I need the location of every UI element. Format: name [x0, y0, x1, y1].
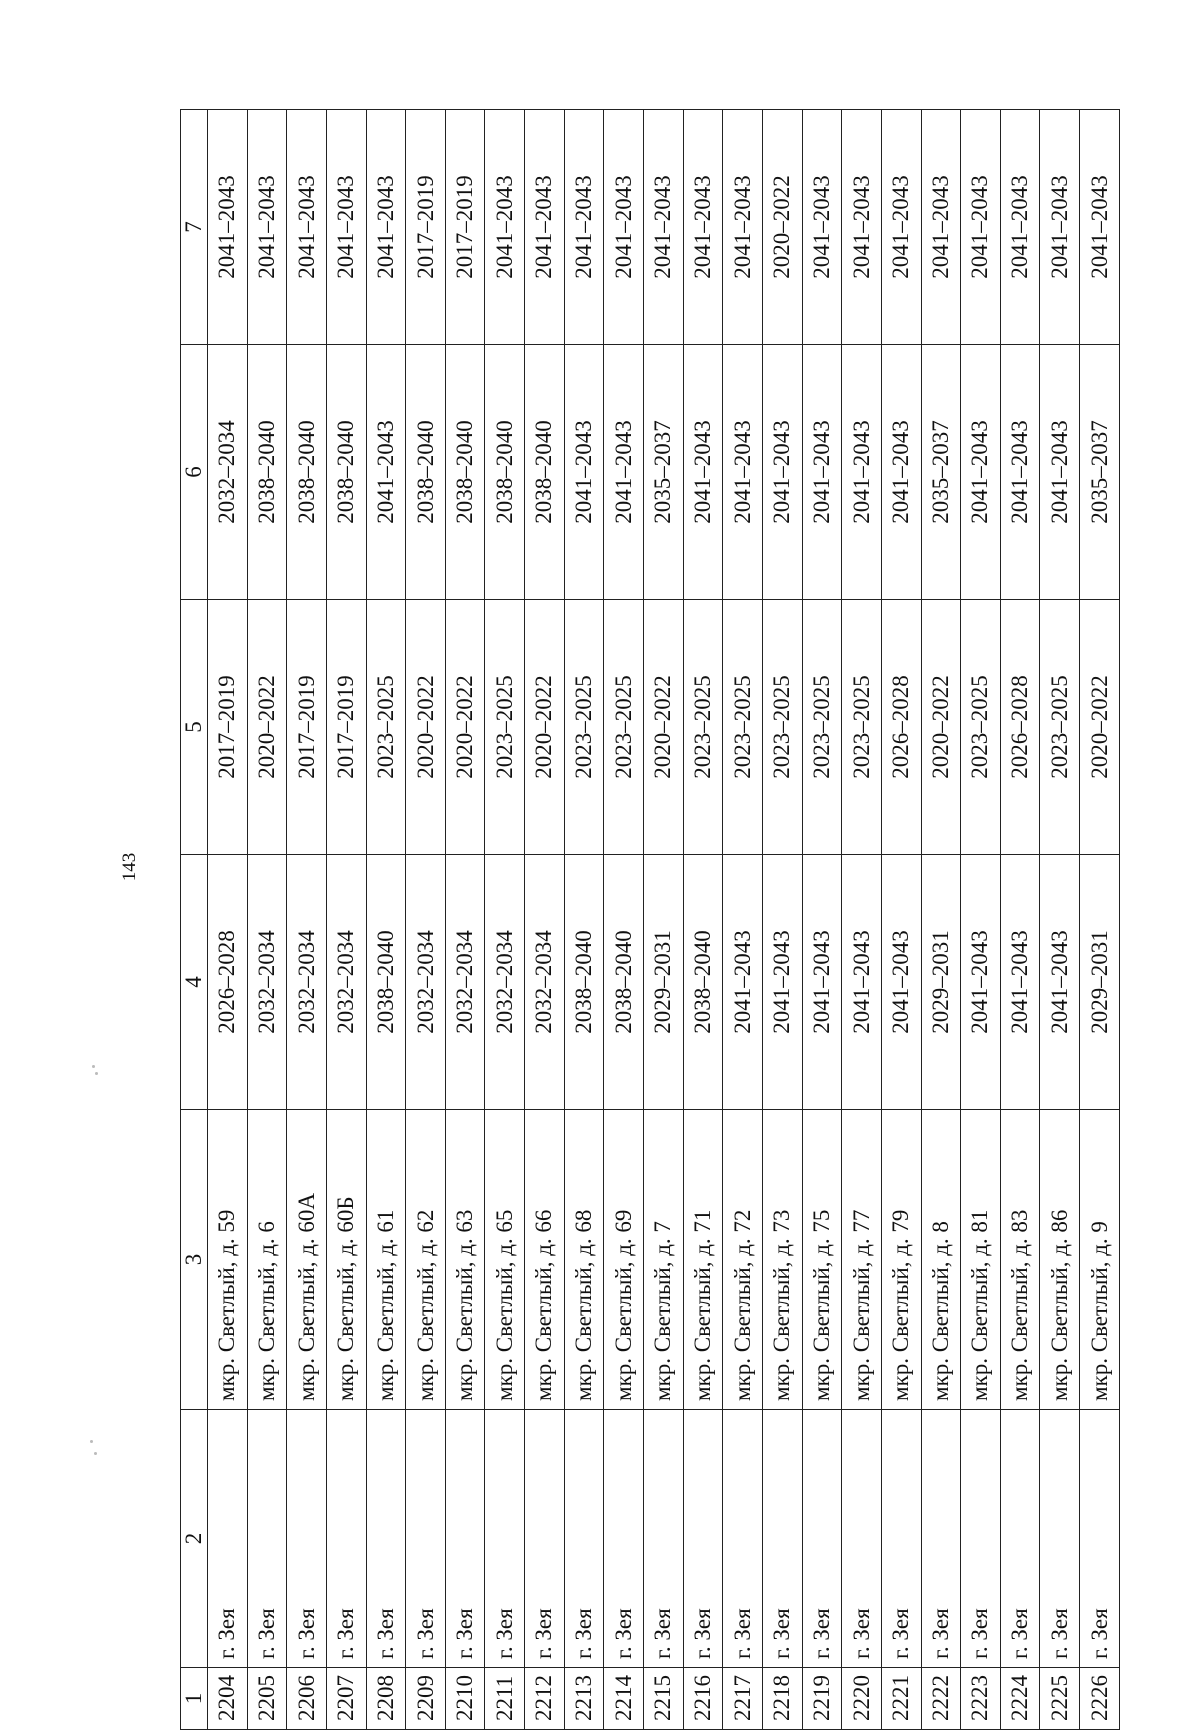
period-col7-cell: 2017–2019 [445, 110, 485, 345]
city-cell: г. Зея [683, 1410, 723, 1668]
period-col4-cell: 2032–2034 [326, 855, 366, 1110]
period-col6-cell: 2041–2043 [881, 345, 921, 600]
period-col4-cell: 2038–2040 [366, 855, 406, 1110]
address-cell: мкр. Светлый, д. 81 [961, 1110, 1001, 1410]
city-cell: г. Зея [961, 1410, 1001, 1668]
period-col4-cell: 2041–2043 [802, 855, 842, 1110]
address-cell: мкр. Светлый, д. 75 [802, 1110, 842, 1410]
address-cell: мкр. Светлый, д. 9 [1080, 1110, 1120, 1410]
period-col5-cell: 2023–2025 [683, 600, 723, 855]
period-col6-cell: 2038–2040 [326, 345, 366, 600]
city-cell: г. Зея [247, 1410, 287, 1668]
address-cell: мкр. Светлый, д. 65 [485, 1110, 525, 1410]
table-row [287, 110, 327, 1730]
city-cell: г. Зея [485, 1410, 525, 1668]
row-number: 2226 [1080, 1668, 1120, 1730]
period-col5-cell: 2020–2022 [644, 600, 684, 855]
city-cell: г. Зея [287, 1410, 327, 1668]
period-col4-cell: 2041–2043 [723, 855, 763, 1110]
period-col5-cell: 2023–2025 [564, 600, 604, 855]
period-col7-cell: 2041–2043 [366, 110, 406, 345]
row-number: 2213 [564, 1668, 604, 1730]
address-cell: мкр. Светлый, д. 72 [723, 1110, 763, 1410]
row-number: 2209 [406, 1668, 446, 1730]
row-number: 2205 [247, 1668, 287, 1730]
period-col4-cell: 2038–2040 [604, 855, 644, 1110]
table-row [881, 110, 921, 1730]
address-cell: мкр. Светлый, д. 59 [208, 1110, 248, 1410]
city-cell: г. Зея [921, 1410, 961, 1668]
period-col6-cell: 2035–2037 [1080, 345, 1120, 600]
rotated-table [180, 110, 1120, 1730]
period-col4-cell: 2026–2028 [208, 855, 248, 1110]
table-row [366, 110, 406, 1730]
data-table [180, 109, 1120, 1730]
period-col4-cell: 2041–2043 [1000, 855, 1040, 1110]
address-cell: мкр. Светлый, д. 66 [525, 1110, 565, 1410]
page-number: 143 [119, 852, 140, 882]
period-col5-cell: 2020–2022 [406, 600, 446, 855]
column-header-7: 7 [181, 110, 208, 345]
address-cell: мкр. Светлый, д. 62 [406, 1110, 446, 1410]
table-row [1080, 110, 1120, 1730]
period-col7-cell: 2041–2043 [1080, 110, 1120, 345]
period-col4-cell: 2032–2034 [406, 855, 446, 1110]
table-row [247, 110, 287, 1730]
table-row [723, 110, 763, 1730]
table-body [208, 110, 1120, 1730]
period-col5-cell: 2023–2025 [723, 600, 763, 855]
city-cell: г. Зея [1080, 1410, 1120, 1668]
address-cell: мкр. Светлый, д. 83 [1000, 1110, 1040, 1410]
period-col5-cell: 2023–2025 [604, 600, 644, 855]
city-cell: г. Зея [406, 1410, 446, 1668]
address-cell: мкр. Светлый, д. 6 [247, 1110, 287, 1410]
period-col4-cell: 2041–2043 [762, 855, 802, 1110]
city-cell: г. Зея [326, 1410, 366, 1668]
city-cell: г. Зея [525, 1410, 565, 1668]
row-number: 2214 [604, 1668, 644, 1730]
period-col5-cell: 2023–2025 [485, 600, 525, 855]
period-col5-cell: 2020–2022 [1080, 600, 1120, 855]
period-col7-cell: 2041–2043 [802, 110, 842, 345]
period-col4-cell: 2038–2040 [683, 855, 723, 1110]
period-col5-cell: 2026–2028 [1000, 600, 1040, 855]
scan-speck [90, 1440, 93, 1443]
row-number: 2222 [921, 1668, 961, 1730]
period-col4-cell: 2029–2031 [644, 855, 684, 1110]
table-row [644, 110, 684, 1730]
row-number: 2219 [802, 1668, 842, 1730]
period-col5-cell: 2023–2025 [366, 600, 406, 855]
period-col6-cell: 2041–2043 [683, 345, 723, 600]
period-col7-cell: 2041–2043 [961, 110, 1001, 345]
period-col6-cell: 2041–2043 [366, 345, 406, 600]
table-row [802, 110, 842, 1730]
scan-speck [94, 1452, 97, 1455]
period-col6-cell: 2041–2043 [723, 345, 763, 600]
period-col6-cell: 2038–2040 [445, 345, 485, 600]
period-col7-cell: 2020–2022 [762, 110, 802, 345]
period-col7-cell: 2041–2043 [1000, 110, 1040, 345]
period-col5-cell: 2020–2022 [445, 600, 485, 855]
period-col5-cell: 2020–2022 [247, 600, 287, 855]
period-col6-cell: 2035–2037 [644, 345, 684, 600]
row-number: 2225 [1040, 1668, 1080, 1730]
city-cell: г. Зея [1000, 1410, 1040, 1668]
period-col4-cell: 2032–2034 [445, 855, 485, 1110]
period-col6-cell: 2038–2040 [247, 345, 287, 600]
period-col4-cell: 2032–2034 [287, 855, 327, 1110]
city-cell: г. Зея [842, 1410, 882, 1668]
table-container [180, 110, 1120, 1730]
period-col7-cell: 2041–2043 [842, 110, 882, 345]
period-col4-cell: 2032–2034 [247, 855, 287, 1110]
address-cell: мкр. Светлый, д. 60А [287, 1110, 327, 1410]
city-cell: г. Зея [208, 1410, 248, 1668]
period-col4-cell: 2041–2043 [842, 855, 882, 1110]
row-number: 2211 [485, 1668, 525, 1730]
period-col4-cell: 2041–2043 [1040, 855, 1080, 1110]
row-number: 2217 [723, 1668, 763, 1730]
period-col6-cell: 2038–2040 [485, 345, 525, 600]
table-row [326, 110, 366, 1730]
period-col6-cell: 2035–2037 [921, 345, 961, 600]
row-number: 2216 [683, 1668, 723, 1730]
row-number: 2208 [366, 1668, 406, 1730]
table-row [208, 110, 248, 1730]
period-col5-cell: 2017–2019 [326, 600, 366, 855]
period-col6-cell: 2041–2043 [564, 345, 604, 600]
address-cell: мкр. Светлый, д. 60Б [326, 1110, 366, 1410]
period-col5-cell: 2017–2019 [287, 600, 327, 855]
address-cell: мкр. Светлый, д. 77 [842, 1110, 882, 1410]
period-col6-cell: 2041–2043 [762, 345, 802, 600]
period-col5-cell: 2023–2025 [1040, 600, 1080, 855]
period-col5-cell: 2023–2025 [961, 600, 1001, 855]
period-col6-cell: 2041–2043 [842, 345, 882, 600]
period-col6-cell: 2038–2040 [287, 345, 327, 600]
table-row [406, 110, 446, 1730]
column-header-3: 3 [181, 1110, 208, 1410]
period-col7-cell: 2041–2043 [1040, 110, 1080, 345]
period-col7-cell: 2041–2043 [247, 110, 287, 345]
column-header-2: 2 [181, 1410, 208, 1668]
address-cell: мкр. Светлый, д. 63 [445, 1110, 485, 1410]
period-col6-cell: 2041–2043 [1000, 345, 1040, 600]
table-row [564, 110, 604, 1730]
table-row [604, 110, 644, 1730]
row-number: 2207 [326, 1668, 366, 1730]
period-col5-cell: 2023–2025 [802, 600, 842, 855]
city-cell: г. Зея [644, 1410, 684, 1668]
period-col6-cell: 2041–2043 [961, 345, 1001, 600]
row-number: 2212 [525, 1668, 565, 1730]
period-col7-cell: 2041–2043 [881, 110, 921, 345]
table-row [961, 110, 1001, 1730]
table-row [1040, 110, 1080, 1730]
period-col6-cell: 2038–2040 [525, 345, 565, 600]
period-col6-cell: 2041–2043 [604, 345, 644, 600]
period-col7-cell: 2041–2043 [921, 110, 961, 345]
address-cell: мкр. Светлый, д. 7 [644, 1110, 684, 1410]
city-cell: г. Зея [881, 1410, 921, 1668]
period-col6-cell: 2038–2040 [406, 345, 446, 600]
period-col4-cell: 2038–2040 [564, 855, 604, 1110]
city-cell: г. Зея [723, 1410, 763, 1668]
period-col5-cell: 2020–2022 [525, 600, 565, 855]
address-cell: мкр. Светлый, д. 68 [564, 1110, 604, 1410]
row-number: 2206 [287, 1668, 327, 1730]
city-cell: г. Зея [366, 1410, 406, 1668]
period-col7-cell: 2041–2043 [525, 110, 565, 345]
row-number: 2218 [762, 1668, 802, 1730]
period-col5-cell: 2023–2025 [762, 600, 802, 855]
period-col6-cell: 2041–2043 [1040, 345, 1080, 600]
address-cell: мкр. Светлый, д. 69 [604, 1110, 644, 1410]
table-row [683, 110, 723, 1730]
period-col7-cell: 2041–2043 [485, 110, 525, 345]
period-col4-cell: 2032–2034 [485, 855, 525, 1110]
city-cell: г. Зея [802, 1410, 842, 1668]
column-header-5: 5 [181, 600, 208, 855]
table-row [445, 110, 485, 1730]
period-col7-cell: 2041–2043 [644, 110, 684, 345]
row-number: 2221 [881, 1668, 921, 1730]
column-header-1: 1 [181, 1668, 208, 1730]
column-header-4: 4 [181, 855, 208, 1110]
table-row [485, 110, 525, 1730]
period-col7-cell: 2041–2043 [604, 110, 644, 345]
column-header-6: 6 [181, 345, 208, 600]
table-row [842, 110, 882, 1730]
row-number: 2204 [208, 1668, 248, 1730]
period-col6-cell: 2032–2034 [208, 345, 248, 600]
city-cell: г. Зея [445, 1410, 485, 1668]
period-col7-cell: 2041–2043 [723, 110, 763, 345]
address-cell: мкр. Светлый, д. 8 [921, 1110, 961, 1410]
row-number: 2210 [445, 1668, 485, 1730]
city-cell: г. Зея [1040, 1410, 1080, 1668]
period-col7-cell: 2041–2043 [287, 110, 327, 345]
scan-speck [92, 1065, 95, 1068]
scan-speck [95, 1072, 98, 1075]
period-col7-cell: 2041–2043 [208, 110, 248, 345]
period-col7-cell: 2041–2043 [564, 110, 604, 345]
period-col4-cell: 2041–2043 [961, 855, 1001, 1110]
period-col7-cell: 2041–2043 [326, 110, 366, 345]
city-cell: г. Зея [564, 1410, 604, 1668]
table-row [1000, 110, 1040, 1730]
row-number: 2220 [842, 1668, 882, 1730]
address-cell: мкр. Светлый, д. 71 [683, 1110, 723, 1410]
address-cell: мкр. Светлый, д. 86 [1040, 1110, 1080, 1410]
period-col5-cell: 2026–2028 [881, 600, 921, 855]
period-col5-cell: 2017–2019 [208, 600, 248, 855]
period-col7-cell: 2041–2043 [683, 110, 723, 345]
period-col5-cell: 2020–2022 [921, 600, 961, 855]
period-col4-cell: 2029–2031 [1080, 855, 1120, 1110]
address-cell: мкр. Светлый, д. 61 [366, 1110, 406, 1410]
period-col6-cell: 2041–2043 [802, 345, 842, 600]
period-col4-cell: 2032–2034 [525, 855, 565, 1110]
table-row [921, 110, 961, 1730]
address-cell: мкр. Светлый, д. 79 [881, 1110, 921, 1410]
row-number: 2215 [644, 1668, 684, 1730]
address-cell: мкр. Светлый, д. 73 [762, 1110, 802, 1410]
period-col4-cell: 2041–2043 [881, 855, 921, 1110]
table-row [525, 110, 565, 1730]
period-col4-cell: 2029–2031 [921, 855, 961, 1110]
city-cell: г. Зея [762, 1410, 802, 1668]
row-number: 2223 [961, 1668, 1001, 1730]
period-col5-cell: 2023–2025 [842, 600, 882, 855]
period-col7-cell: 2017–2019 [406, 110, 446, 345]
city-cell: г. Зея [604, 1410, 644, 1668]
header-row [181, 110, 208, 1730]
table-row [762, 110, 802, 1730]
row-number: 2224 [1000, 1668, 1040, 1730]
